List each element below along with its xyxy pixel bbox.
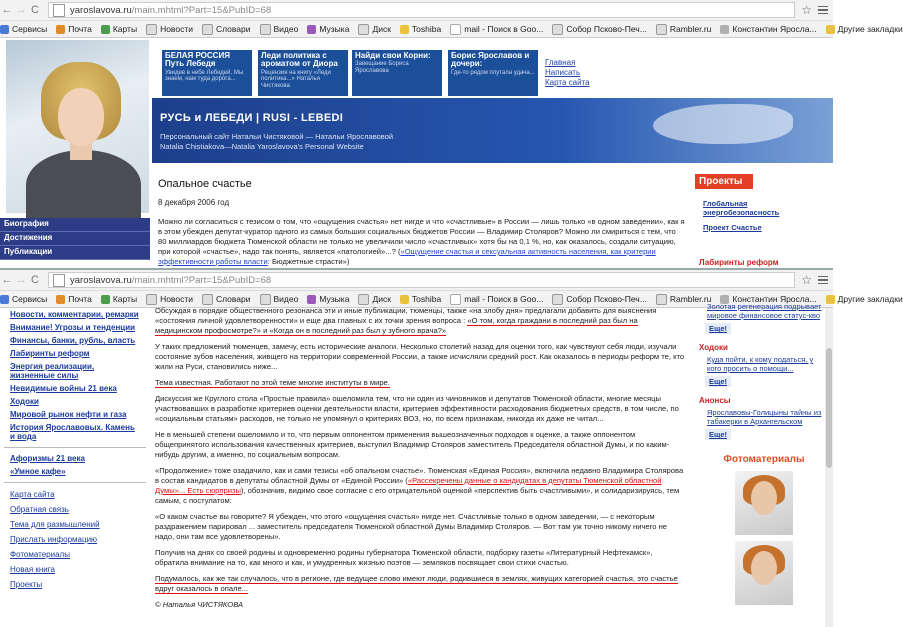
paragraph: Подумалось, как же так случалось, что в регионе, где ведущее слово имеют люди, родившиеся в землях, живущих категорией счастья, это счастье вдруг оказалось в опале... xyxy=(155,574,678,593)
scrollbar[interactable] xyxy=(825,308,833,627)
bookmark-music[interactable]: Музыка xyxy=(307,24,349,34)
sidebar-news[interactable]: Новости, комментарии, ремарки xyxy=(10,310,139,319)
bookmark-toshiba[interactable]: Toshiba xyxy=(400,294,441,304)
project-energy[interactable]: Глобальная энергобезопасность xyxy=(703,199,780,217)
bookmark-news[interactable]: Новости xyxy=(146,294,193,305)
bookmark-video[interactable]: Видео xyxy=(260,294,299,305)
bookmark-maps[interactable]: Карты xyxy=(101,294,137,304)
sidebar-finance[interactable]: Финансы, банки, рубль, власть xyxy=(10,336,136,345)
link-home[interactable]: Главная xyxy=(545,58,576,67)
link-send-info[interactable]: Прислать информацию xyxy=(10,535,98,544)
site-subtitle-ru: Персональный сайт Натальи Чистяковой — Натальи Ярославовой xyxy=(160,132,394,141)
intro-link[interactable]: «Ощущение счастья и сексуальная активность населения, как критерии эффективности работы власти xyxy=(158,247,656,266)
reload-icon[interactable]: C xyxy=(31,274,39,286)
bookmark-apps[interactable]: Сервисы xyxy=(0,294,47,304)
title-band xyxy=(152,98,833,163)
projects-heading: Проекты xyxy=(695,174,753,189)
left-sidebar xyxy=(0,308,150,592)
sidebar-aphorisms[interactable]: Афоризмы 21 века xyxy=(10,454,85,463)
paragraph: У таких предложений тюменцев, замечу, есть исторические аналоги. Несколько столетий назад для оценки того, как чувствуют себя люди, изучали состояние зубов населения, живщего на территории современной России, а также исчисляли средний рост. Как оказалось в периоды реформ те, кто жили на Руси, становились ниже... xyxy=(155,342,685,371)
bookmark-music[interactable]: Музыка xyxy=(307,294,349,304)
bookmark-rambler[interactable]: Rambler.ru xyxy=(656,294,712,305)
bookmark-toshiba[interactable]: Toshiba xyxy=(400,24,441,34)
menu-icon[interactable] xyxy=(818,4,828,17)
bookmark-maps[interactable]: Карты xyxy=(101,24,137,34)
site-subtitle-en: Natalia Chistiakova—Natalia Yaroslavova's Personal Website xyxy=(160,142,364,151)
nav-achievements[interactable]: Достижения xyxy=(0,232,150,246)
bookmark-video[interactable]: Видео xyxy=(260,24,299,35)
more-button[interactable]: Еще! xyxy=(705,323,731,334)
link-feedback[interactable]: Обратная связь xyxy=(10,505,69,514)
address-toolbar xyxy=(0,0,833,21)
forward-icon[interactable]: → xyxy=(15,4,27,16)
article-date: 8 декабря 2006 год xyxy=(158,198,230,207)
more-button[interactable]: Еще! xyxy=(705,429,731,440)
anons-heading: Анонсы xyxy=(699,396,731,405)
right-sidebar xyxy=(695,302,833,611)
bookmark-rambler[interactable]: Rambler.ru xyxy=(656,24,712,35)
bookmark-konstantin[interactable]: Константин Яросла... xyxy=(720,294,816,304)
sidebar-khodoki[interactable]: Ходоки xyxy=(10,397,39,406)
project-happiness[interactable]: Проект Счастье xyxy=(703,223,762,232)
link-projects[interactable]: Проекты xyxy=(10,580,43,589)
bookmark-dict[interactable]: Словари xyxy=(202,24,251,35)
sidebar-wars[interactable]: Невидимые войны 21 века xyxy=(10,384,117,393)
paragraph: Не в меньшей степени ошеломило и то, что первым оппонентом применения вышеозначенных подходов к оценке, а также оппонентом общепринятого использования качественных критериев, выступил Владимир Столяров заместитель Председателя областной Думы, и по каким-нибудь другим, а именно, по социальным вопросам. xyxy=(155,430,670,459)
link-sitemap[interactable]: Карта сайта xyxy=(10,490,55,499)
page-icon xyxy=(53,4,65,17)
bookmark-star-icon[interactable]: ☆ xyxy=(801,273,812,287)
bookmark-mail[interactable]: Почта xyxy=(56,294,92,304)
forward-icon[interactable]: → xyxy=(15,274,27,286)
link-write[interactable]: Написать xyxy=(545,68,581,77)
article-intro: Можно ли согласиться с тезисом о том, что «ощущения счастья» нет нигде и что «счастливые» в России — лишь только «в одном заведении», как я в этом убежден депутат-куратор одного из самых больших социальных бюджетов России — Владимир Столяров? Можно ли смириться с тем, что 80 миллиардов бюджета Тюменской области не только не увеличили число «счастливых» хотя бы на 0,1 %, но, как оказалось, создали ситуацию, при которой «счастье», надо так понять, является «патологией»...? («Ощущение счастья и сексуальная активность населения, как критерии эффективности работы власти: Бюджетные страсти») xyxy=(158,217,685,266)
paragraph: Обсуждая в порядке общественного резонанса эти и иные публикации, тюменцы, также «на злобу дня» предлагали добавить для выяснения «состояния личной удовлетворенности» и еще два главных с их точки зрения вопроса : «О том, когда граждани в последний раз был на медицинском профосмотре?» и «Когда он в последний раз был у зубного врача?» xyxy=(155,306,657,335)
author-photo xyxy=(6,40,149,213)
url-host: yaroslavova.ru xyxy=(70,274,132,286)
paragraph: «Продолжение» тоже озадачило, как и сами тезисы «об опальном счастье». Тюменская «Единая Россия», включила недавно Владимира Столярова в состав кандидатов в депутаты областной Думы от «Единой России» («Рассекречены данные о кандидатах в депутаты Тюменской областной Думы»... Есть сюрпризы), обозначив, видимо свое согласие с его отрицательной оценкой «перспектив быть счастливыми», и солидаризируясь, тем самым, с постулатом: xyxy=(155,466,684,505)
paragraph: Дискуссия же Круглого стола «Простые правила» ошеломила тем, что ни один из чиновников и депутатов Тюменской области, многие месяцы участвовавших в разработке критериев оценки деятельности власти, критериев эффективности расходования бюджетных средств, в том числе, по «социальным статьям» расходов, не только не упомянул о критериях ВОЗ, но, по всем признакам, никогда их даже не читал... xyxy=(155,394,679,423)
link-topic[interactable]: Тема для размышлений xyxy=(10,520,100,529)
paragraph: Тема известная. Работают по этой теме многие институты в мире. xyxy=(155,378,390,387)
tile-boris[interactable]: Борис Ярославов и дочери: Где-то рядом плутала удача... xyxy=(448,50,538,96)
divider xyxy=(4,447,146,448)
bookmarks-bar xyxy=(0,21,903,38)
tile-lady-politics[interactable]: Леди политика с ароматом от Диора Рецензия на книгу «Леди политика...» Наталья Чистякова xyxy=(258,50,348,96)
right-column-top xyxy=(695,174,833,267)
sidebar-history[interactable]: История Ярославовых. Камень и вода xyxy=(10,423,135,441)
paragraph: «О каком счастье вы говорите? Я убежден, что этого «ощущения счастья» нигде нет. Счастливые только в одном заведении, — с некоторым раздражением парировал ... заместитель председателя Тюменской областной Думы Владимир Столяров. — Вот там уж точно никому ничего не надо, они там все удовлетворены». xyxy=(155,512,667,541)
bookmark-sobor[interactable]: Собор Псково-Печ... xyxy=(552,294,647,305)
top-links xyxy=(545,58,590,88)
photos-heading: Фотоматериалы xyxy=(723,454,805,465)
sidebar-cafe[interactable]: «Умное кафе» xyxy=(10,467,66,476)
nav-publications[interactable]: Публикации xyxy=(0,246,150,260)
bookmark-google[interactable]: mail - Поиск в Goo... xyxy=(450,294,543,305)
reforms-heading: Лабиринты реформ xyxy=(699,258,779,267)
divider xyxy=(4,482,146,483)
link-new-book[interactable]: Новая книга xyxy=(10,565,55,574)
article-title: Опальное счастье xyxy=(158,178,252,190)
nav-biography[interactable]: Биография xyxy=(0,218,150,232)
bookmark-dict[interactable]: Словари xyxy=(202,294,251,305)
menu-icon[interactable] xyxy=(818,274,828,287)
url-field[interactable] xyxy=(48,2,795,18)
candidates-link[interactable]: «Рассекречены данные о кандидатах в депутаты Тюменской областной Думы»... Есть сюрпризы xyxy=(155,476,662,495)
top-banner xyxy=(152,40,833,95)
khodoki-link[interactable]: Куда пойти, к кому податься, у кого просить о помощи... xyxy=(707,355,814,373)
back-icon[interactable]: ← xyxy=(1,4,13,16)
bookmark-disk[interactable]: Диск xyxy=(358,294,390,305)
more-button[interactable]: Еще! xyxy=(705,376,731,387)
url-field[interactable] xyxy=(48,272,795,288)
browser-window-bottom xyxy=(0,268,903,627)
reload-icon[interactable]: C xyxy=(31,4,39,16)
bookmark-sobor[interactable]: Собор Псково-Печ... xyxy=(552,24,647,35)
url-host: yaroslavova.ru xyxy=(70,4,132,16)
address-toolbar-2 xyxy=(0,270,833,291)
bookmark-news[interactable]: Новости xyxy=(146,24,193,35)
sidebar-oil[interactable]: Мировой рынок нефти и газа xyxy=(10,410,127,419)
link-photos[interactable]: Фотоматериалы xyxy=(10,550,70,559)
bookmark-other[interactable]: Другие закладки xyxy=(826,24,903,34)
bookmark-disk[interactable]: Диск xyxy=(358,24,390,35)
photo-thumbnail[interactable] xyxy=(735,471,793,535)
sidebar-threats[interactable]: Внимание! Угрозы и тенденции xyxy=(10,323,136,332)
khodoki-heading: Ходоки xyxy=(699,343,728,352)
bookmark-mail[interactable]: Почта xyxy=(56,24,92,34)
url-path: /main.mhtml?Part=15&PubID=68 xyxy=(131,274,272,286)
site-title: РУСЬ и ЛЕБЕДИ | RUSI - LEBEDI xyxy=(160,112,344,124)
photo-thumbnail[interactable] xyxy=(735,541,793,605)
bookmark-konstantin[interactable]: Константин Яросла... xyxy=(720,24,816,34)
url-path: /main.mhtml?Part=15&PubID=68 xyxy=(131,4,272,16)
bookmark-other[interactable]: Другие закладки xyxy=(826,294,903,304)
anons-link[interactable]: Ярославовы-Голицыны тайны из табакерки в Архангельском xyxy=(707,408,822,426)
page-icon xyxy=(53,274,65,287)
tile-white-russia[interactable]: БЕЛАЯ РОССИЯ Путь Лебедя Увидев в небе Лебедей, Мы знаем, нам туда дорога... xyxy=(162,50,252,96)
link-sitemap[interactable]: Карта сайта xyxy=(545,78,590,87)
swan-image xyxy=(653,104,793,144)
left-nav xyxy=(0,218,150,260)
paragraph: Получив на днях со своей родины и одновременно родины губернатора Тюменской области, подборку газеты «Литературный Нефтекамск», обратила внимание на то, как много и как, и умудренных жизнью поэтов — земляков посвящает свои стихи счастью. xyxy=(155,548,653,567)
article-body xyxy=(155,306,685,616)
bookmark-star-icon[interactable]: ☆ xyxy=(801,3,812,17)
back-icon[interactable]: ← xyxy=(1,274,13,286)
sidebar-energy[interactable]: Энергия реализации, жизненные силы xyxy=(10,362,95,380)
browser-window-top xyxy=(0,0,903,268)
signature: © Наталья ЧИСТЯКОВА xyxy=(155,600,244,609)
bookmark-google[interactable]: mail - Поиск в Goo... xyxy=(450,24,543,35)
gold-link[interactable]: Золотая регенерация подрывает мировое финансовое статус-кво xyxy=(707,302,822,320)
bookmark-apps[interactable]: Сервисы xyxy=(0,24,47,34)
sidebar-reforms[interactable]: Лабиринты реформ xyxy=(10,349,90,358)
tile-find-roots[interactable]: Найди свои Корни: Завещание Бориса Ярославова xyxy=(352,50,442,96)
